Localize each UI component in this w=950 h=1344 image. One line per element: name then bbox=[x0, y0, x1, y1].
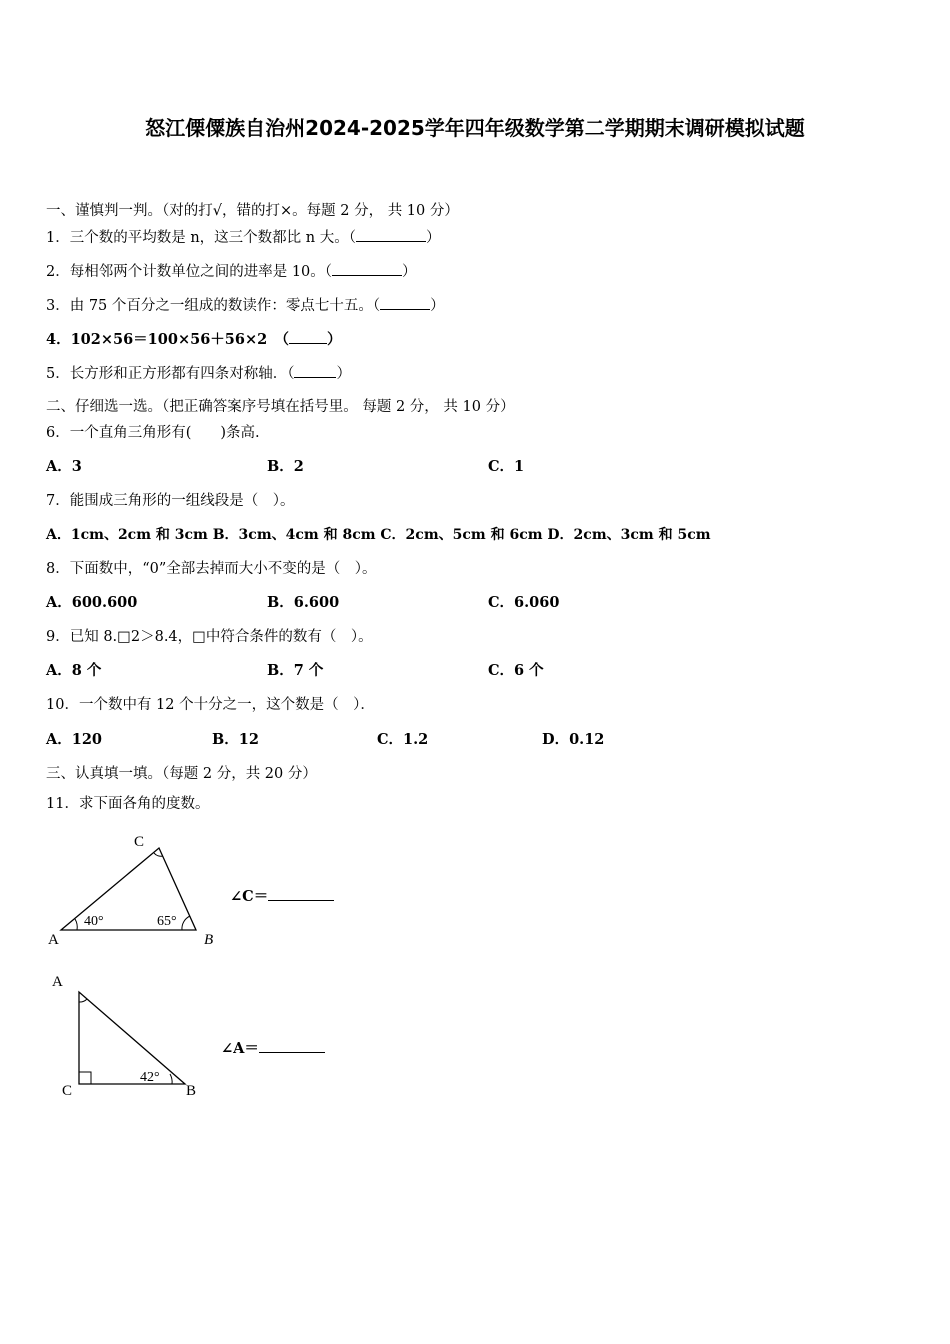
question-6: 6．一个直角三角形有( )条高. bbox=[46, 425, 260, 441]
angle-c-answer bbox=[230, 886, 334, 907]
answer-blank-5[interactable] bbox=[294, 363, 336, 378]
question-3 bbox=[46, 295, 445, 316]
q9-option-a[interactable]: A．8 个 bbox=[46, 662, 102, 679]
triangle-2-shape bbox=[79, 992, 185, 1084]
angle-b-arc-2 bbox=[170, 1074, 172, 1084]
question-1-end: ） bbox=[425, 230, 441, 246]
triangle-figure-1 bbox=[44, 828, 234, 950]
angle-c-answer-label: ∠C＝ bbox=[230, 888, 269, 905]
label-a-2: A bbox=[52, 974, 63, 990]
q8-option-b[interactable]: B．6.600 bbox=[267, 594, 340, 611]
q10-option-a[interactable]: A．120 bbox=[46, 731, 103, 748]
angle-a-arc bbox=[75, 919, 77, 930]
angle-b-arc bbox=[182, 916, 190, 930]
q8-option-a[interactable]: A．600.600 bbox=[46, 594, 138, 611]
angle-a-arc-2 bbox=[79, 999, 87, 1002]
label-c: C bbox=[134, 834, 145, 850]
label-b: B bbox=[204, 932, 214, 948]
answer-blank-2[interactable] bbox=[332, 261, 402, 276]
question-2-text: 2．每相邻两个计数单位之间的进率是 10。（ bbox=[46, 264, 333, 280]
question-9: 9．已知 8.□2＞8.4，□中符合条件的数有（ ）。 bbox=[46, 629, 373, 645]
question-10: 10．一个数中有 12 个十分之一，这个数是（ ）． bbox=[46, 697, 375, 713]
question-1 bbox=[46, 227, 440, 248]
right-angle-mark bbox=[79, 1072, 91, 1084]
q6-option-b[interactable]: B．2 bbox=[267, 458, 304, 475]
page-title: 怒江傈僳族自治州2024-2025学年四年级数学第二学期期末调研模拟试题 bbox=[145, 116, 805, 140]
question-4-end: ） bbox=[326, 331, 342, 348]
angle-a-value: 40° bbox=[84, 914, 104, 929]
angle-c-answer-blank[interactable] bbox=[268, 886, 334, 901]
question-5-text: 5．长方形和正方形都有四条对称轴．（ bbox=[46, 366, 295, 382]
question-4 bbox=[46, 329, 341, 350]
angle-a-answer bbox=[221, 1038, 325, 1059]
angle-a-answer-label: ∠A＝ bbox=[221, 1040, 259, 1057]
q6-option-a[interactable]: A．3 bbox=[46, 458, 82, 475]
question-11: 11．求下面各角的度数。 bbox=[46, 796, 210, 812]
question-8: 8．下面数中，“0”全部去掉而大小不变的是（ ）。 bbox=[46, 561, 377, 577]
q10-option-b[interactable]: B．12 bbox=[212, 731, 259, 748]
q8-option-c[interactable]: C．6.060 bbox=[488, 594, 560, 611]
question-4-text: 4．102×56＝100×56＋56×2 （ bbox=[46, 331, 289, 348]
q7-options[interactable]: A．1cm、2cm 和 3cm B．3cm、4cm 和 8cm C．2cm、5cm 和 6cm D．2cm、3cm 和 5cm bbox=[46, 527, 711, 543]
question-3-text: 3．由 75 个百分之一组成的数读作：零点七十五。（ bbox=[46, 298, 381, 314]
triangle-figure-2 bbox=[44, 968, 214, 1102]
question-1-text: 1．三个数的平均数是 n，这三个数都比 n 大。（ bbox=[46, 230, 356, 246]
q10-option-d[interactable]: D．0.12 bbox=[542, 731, 605, 748]
answer-blank-1[interactable] bbox=[356, 227, 426, 242]
label-c-2: C bbox=[62, 1083, 73, 1099]
answer-blank-4[interactable] bbox=[289, 329, 327, 344]
q10-option-c[interactable]: C．1.2 bbox=[377, 731, 429, 748]
label-a: A bbox=[48, 932, 59, 948]
section-3-heading: 三、认真填一填。（每题 2 分，共 20 分） bbox=[46, 766, 317, 782]
q9-option-b[interactable]: B．7 个 bbox=[267, 662, 324, 679]
q6-option-c[interactable]: C．1 bbox=[488, 458, 525, 475]
angle-b-value: 65° bbox=[157, 914, 177, 929]
question-5-end: ） bbox=[336, 366, 351, 382]
question-7: 7．能围成三角形的一组线段是（ ）。 bbox=[46, 493, 295, 509]
angle-b-value-2: 42° bbox=[140, 1070, 160, 1085]
label-b-2: B bbox=[186, 1083, 197, 1099]
q9-option-c[interactable]: C．6 个 bbox=[488, 662, 544, 679]
question-5 bbox=[46, 363, 351, 384]
section-1-heading: 一、谨慎判一判。（对的打√，错的打×。每题 2 分， 共 10 分） bbox=[46, 203, 459, 219]
question-3-end: ） bbox=[430, 298, 445, 314]
angle-a-answer-blank[interactable] bbox=[259, 1038, 325, 1053]
question-2-end: ） bbox=[402, 264, 417, 280]
answer-blank-3[interactable] bbox=[380, 295, 430, 310]
section-2-heading: 二、仔细选一选。（把正确答案序号填在括号里。 每题 2 分， 共 10 分） bbox=[46, 399, 515, 415]
question-2 bbox=[46, 261, 417, 282]
